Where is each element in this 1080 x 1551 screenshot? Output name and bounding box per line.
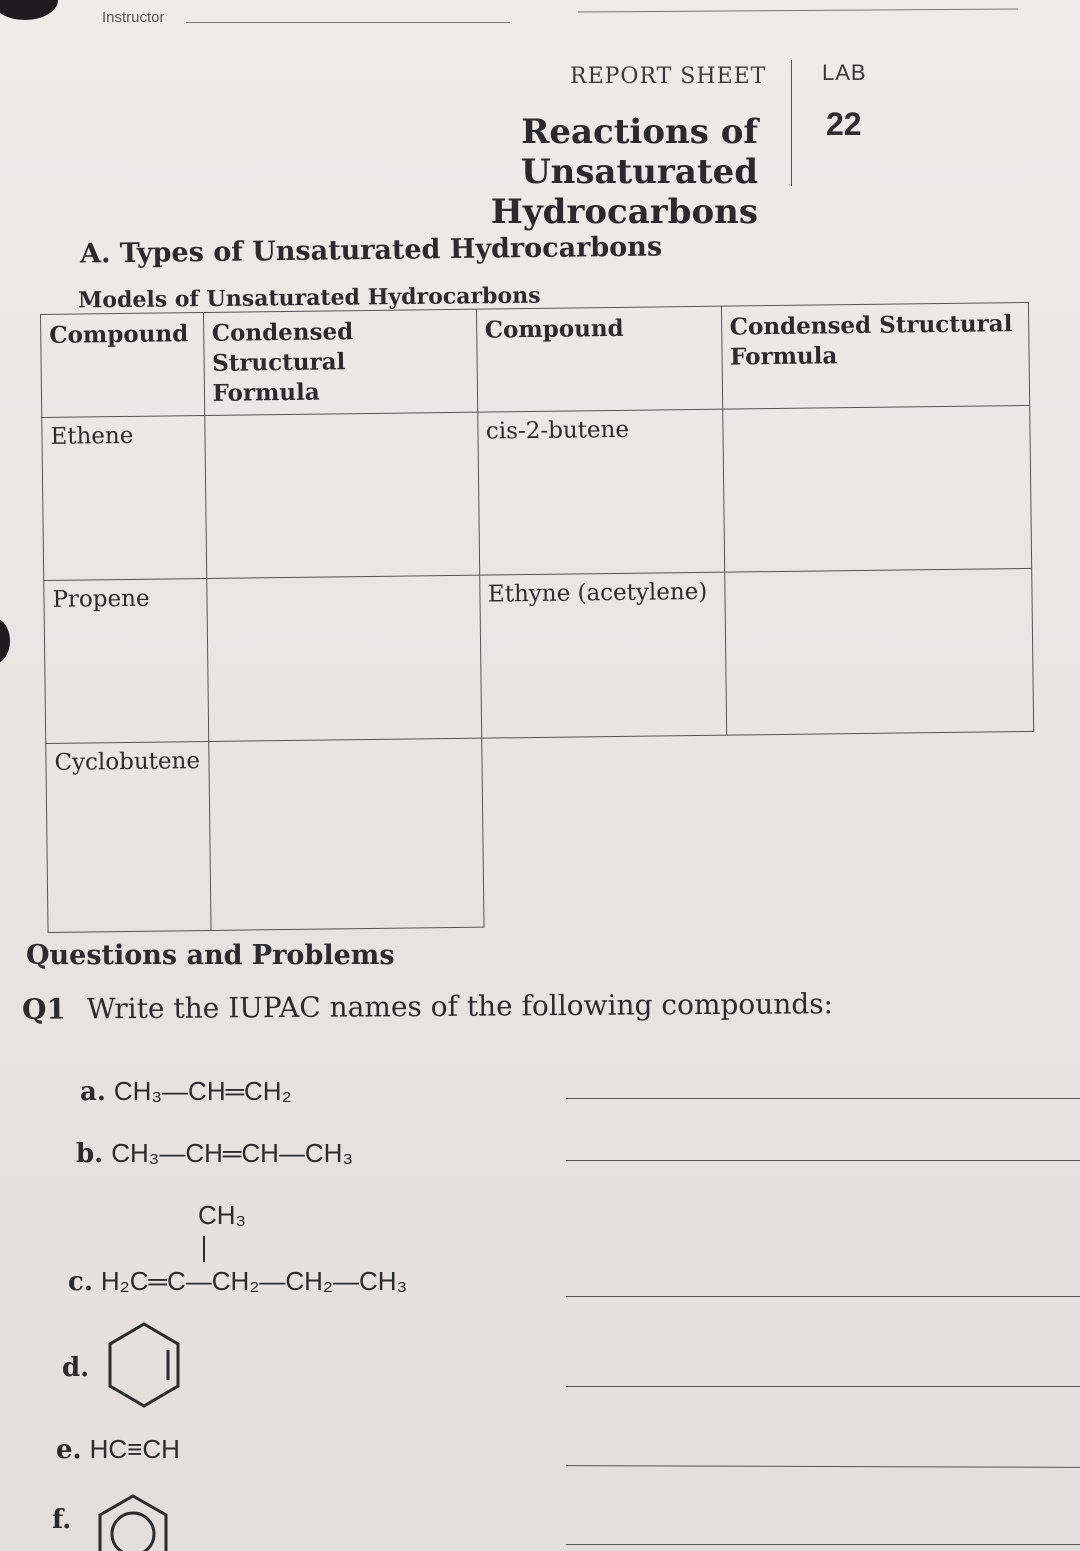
models-table [40, 302, 1036, 933]
answer-line-c[interactable] [566, 1296, 1080, 1297]
page-title [300, 112, 758, 232]
cyclohexene-icon [104, 1320, 184, 1412]
question-item-f: f. [52, 1505, 72, 1535]
branch-bond [203, 1236, 205, 1262]
answer-line-f[interactable] [566, 1544, 1080, 1545]
question-item-e: e. HC≡CH [56, 1434, 180, 1465]
lab-number: 22 [826, 106, 862, 142]
q1-prompt [22, 987, 833, 1026]
header-compound: Compound [41, 313, 205, 418]
formula: HC≡CH [89, 1434, 180, 1464]
header-compound-2: Compound [476, 306, 722, 412]
lab-label: LAB [822, 60, 867, 85]
title-line-2: Hydrocarbons [490, 192, 758, 232]
instructor-label: Instructor [102, 9, 165, 26]
table-row [44, 568, 1033, 743]
formula: CH₃—CH═CH₂ [113, 1076, 292, 1106]
question-item-d: d. [62, 1353, 90, 1383]
compound-cell: Ethyne (acetylene) [479, 572, 726, 738]
answer-line-d[interactable] [566, 1386, 1080, 1387]
question-item-b: b. CH₃—CH═CH—CH₃ [76, 1138, 354, 1169]
formula: H₂C═C—CH₂—CH₂—CH₃ [100, 1266, 408, 1296]
formula-cell-empty[interactable] [204, 412, 479, 578]
q1-label: Q1 [21, 992, 66, 1026]
question-item-a: a. CH₃—CH═CH₂ [80, 1076, 292, 1107]
instructor-line [186, 22, 510, 23]
answer-line-a[interactable] [566, 1098, 1080, 1099]
section-a-heading: A. Types of Unsaturated Hydrocarbons [79, 231, 663, 270]
report-sheet-label: REPORT SHEET [570, 64, 767, 89]
questions-heading: Questions and Problems [26, 940, 395, 971]
header-formula-2: Condensed Structural Formula [721, 302, 1029, 409]
header-formula: Condensed Structural Formula [203, 309, 477, 415]
benzene-icon [94, 1492, 172, 1551]
table-header-row [41, 302, 1030, 417]
compound-cell: cis-2-butene [477, 409, 724, 575]
formula: CH₃—CH═CH—CH₃ [111, 1138, 354, 1168]
branch-methyl: CH₃ [198, 1200, 247, 1230]
question-item-c: c. H₂C═C—CH₂—CH₂—CH₃ [68, 1266, 408, 1297]
answer-line-b[interactable] [566, 1160, 1080, 1161]
formula-cell-empty[interactable] [206, 575, 481, 741]
formula-cell-empty[interactable] [722, 405, 1031, 572]
q1-text: Write the IUPAC names of the following compounds: [86, 987, 834, 1026]
formula-cell-empty[interactable] [724, 568, 1033, 735]
title-line-1: Reactions of Unsaturated [520, 112, 758, 192]
header-divider [791, 60, 792, 186]
formula-cell-empty[interactable] [208, 738, 483, 930]
table-row [46, 731, 1036, 932]
compound-cell: Propene [44, 578, 208, 743]
compound-cell: Cyclobutene [46, 741, 211, 932]
table-row [42, 405, 1031, 580]
models-subheading: Models of Unsaturated Hydrocarbons [77, 282, 541, 314]
compound-cell: Ethene [42, 416, 206, 581]
